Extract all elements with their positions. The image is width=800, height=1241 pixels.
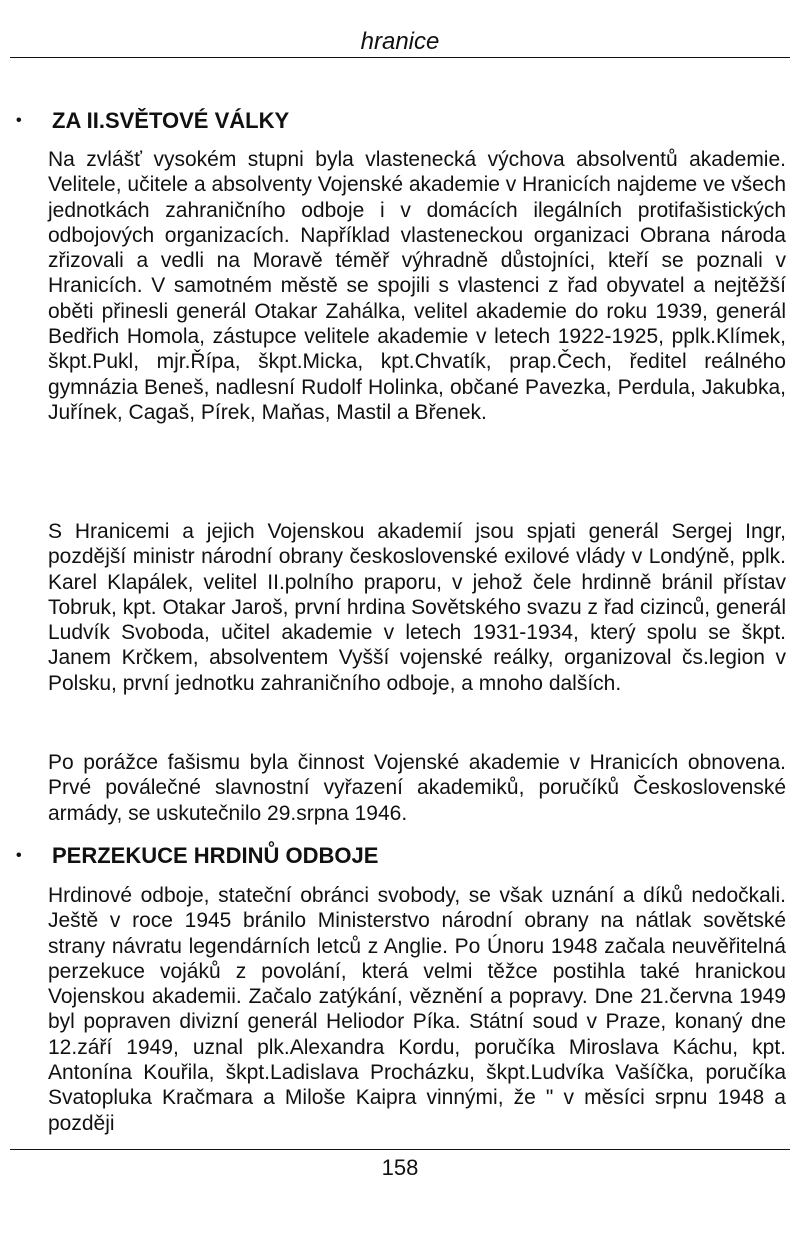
paragraph-persecution: Hrdinové odboje, stateční obránci svobody, se však uznání a díků nedočkali. Ještě v roce 1945 bránilo Ministerstvo národní obrany na nátlak sovětské strany návratu legendárních letců z Anglie. Po Únoru 1948 začala neuvěřitelná perzekuce vojáků z povolání, která velmi těžce postihla také hranickou Vojenskou akademii. Začalo zatýkání, věznění a popravy. Dne 21.června 1949 byl popraven divizní generál Heliodor Píka. Státní soud v Praze, konaný dne 12.září 1949, uznal plk.Alexandra Kordu, poručíka Miroslava Káchu, kpt. Antonína Kouřila, škpt.Ladislava Procházku, škpt.Ludvíka Vašíčka, poručíka Svatopluka Kračmara a Miloše Kaipra vinnými, že " v měsíci srpnu 1948 a později <box>48 884 786 1135</box>
running-header: hranice <box>360 28 440 55</box>
section-heading-persecution <box>16 843 378 869</box>
paragraph-postwar-renewal: Po porážce fašismu byla činnost Vojenské akademie v Hranicích obnovena. Prvé poválečné slavnostní vyřazení akademiků, poručíků Československé armády, se uskutečnilo 29.srpna 1946. <box>48 751 786 825</box>
bullet-icon: • <box>16 847 22 864</box>
header-rule <box>10 57 790 58</box>
page-number: 158 <box>381 1155 419 1180</box>
paragraph-notable-figures: S Hranicemi a jejich Vojenskou akademií jsou spjati generál Sergej Ingr, pozdější ministr národní obrany československé exilové vlády v Londýně, pplk. Karel Klapálek, velitel II.polního praporu, v jehož čele hrdinně bránil přístav Tobruk, kpt. Otakar Jaroš, první hrdina Sovětského svazu z řad cizinců, generál Ludvík Svoboda, učitel akademie v letech 1931-1934, který spolu se škpt. Janem Krčkem, absolventem Vyšší vojenské reálky, organizoval čs.legion v Polsku, první jednotku zahraničního odboje, a mnoho dalších. <box>48 520 786 695</box>
section-title: PERZEKUCE HRDINŮ ODBOJE <box>52 843 379 868</box>
section-heading-war <box>16 108 289 134</box>
paragraph-resistance-graduates: Na zvlášť vysokém stupni byla vlastenecká výchova absolventů akademie. Velitele, učitele a absolventy Vojenské akademie v Hranicích najdeme ve všech jednotkách zahraničního odboje i v domácích ilegálních protifašistických odbojových organizacích. Například vlasteneckou organizaci Obrana národa zřizovali a vedli na Moravě téměř výhradně důstojníci, kteří se poznali v Hranicích. V samotném městě se spojili s vlastenci z řad obyvatel a nejtěžší oběti přinesli generál Otakar Zahálka, velitel akademie do roku 1939, generál Bedřich Homola, zástupce velitele akademie v letech 1922-1925, pplk.Klímek, škpt.Pukl, mjr.Řípa, škpt.Micka, kpt.Chvatík, prap.Čech, ředitel reálného gymnázia Beneš, nadlesní Rudolf Holinka, občané Pavezka, Perdula, Jakubka, Juřínek, Cagaš, Pírek, Maňas, Mastil a Břenek. <box>48 148 786 424</box>
section-title: ZA II.SVĚTOVÉ VÁLKY <box>52 108 290 133</box>
bullet-icon: • <box>16 112 22 129</box>
footer-rule <box>10 1149 790 1150</box>
